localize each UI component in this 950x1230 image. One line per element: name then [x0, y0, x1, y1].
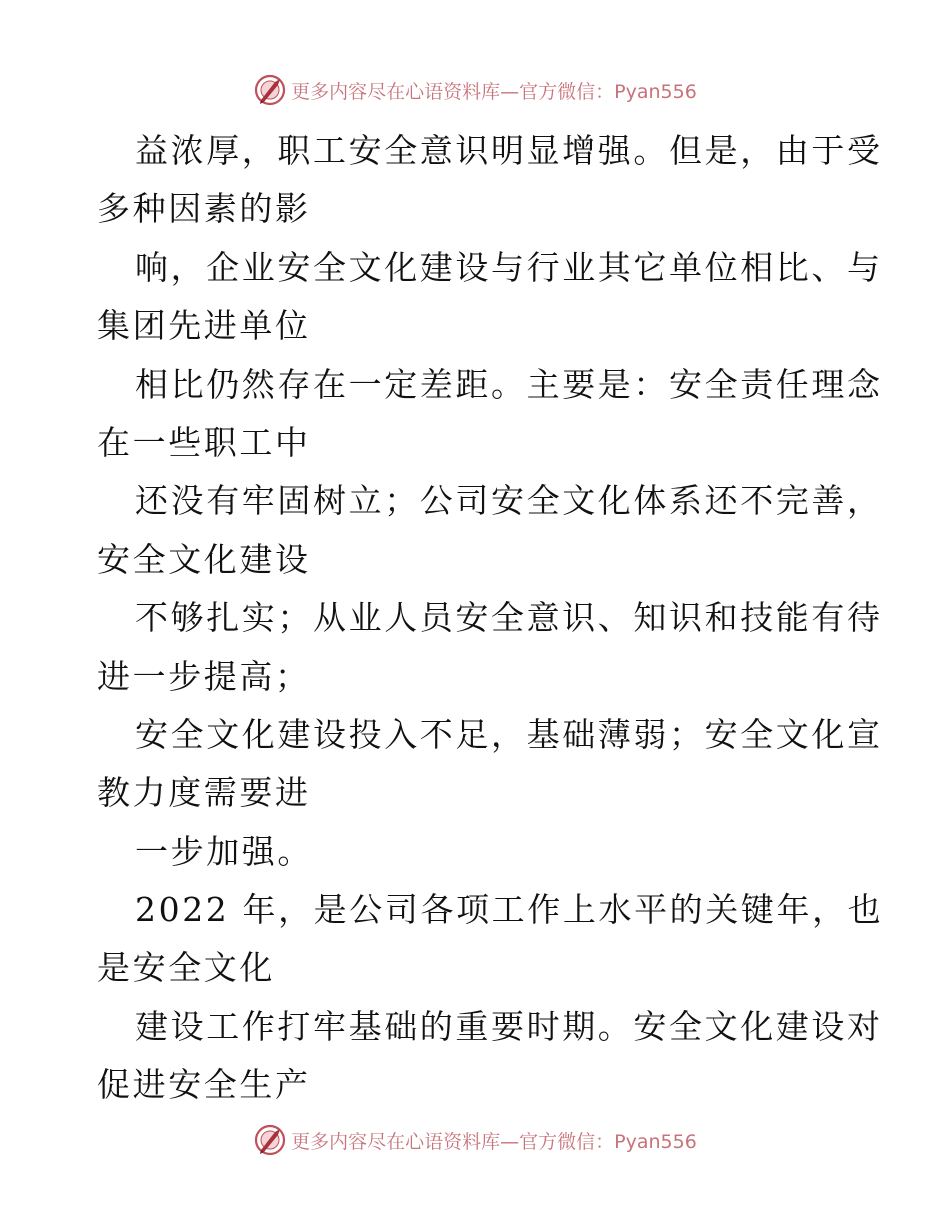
header-watermark	[0, 70, 950, 110]
footer-watermark	[0, 1120, 950, 1160]
text-line: 2022 年，是公司各项工作上水平的关键年，也	[135, 890, 884, 930]
text-line: 安全文化建设	[97, 539, 311, 579]
text-line: 一步加强。	[135, 831, 313, 871]
text-line: 响，企业安全文化建设与行业其它单位相比、与	[135, 247, 883, 287]
text-line: 不够扎实；从业人员安全意识、知识和技能有待	[135, 598, 883, 638]
text-line: 多种因素的影	[97, 189, 311, 229]
text-line: 促进安全生产	[97, 1065, 311, 1105]
watermark-text: 更多内容尽在心语资料库—官方微信：Pyan556	[291, 80, 697, 103]
text-line: 益浓厚，职工安全意识明显增强。但是，由于受	[135, 131, 883, 170]
watermark-text: 更多内容尽在心语资料库—官方微信：Pyan556	[291, 1130, 697, 1153]
text-line: 在一些职工中	[97, 422, 311, 462]
quill-pen-logo-icon	[253, 73, 287, 107]
document-body	[97, 122, 884, 1115]
text-line: 是安全文化	[97, 948, 275, 988]
text-line: 还没有牢固树立；公司安全文化体系还不完善，	[135, 481, 883, 521]
text-line: 建设工作打牢基础的重要时期。安全文化建设对	[135, 1006, 883, 1046]
text-line: 相比仍然存在一定差距。主要是：安全责任理念	[135, 364, 883, 404]
text-line: 教力度需要进	[97, 773, 311, 813]
text-line: 进一步提高；	[97, 656, 311, 696]
quill-pen-logo-icon	[253, 1123, 287, 1157]
text-line: 集团先进单位	[97, 306, 311, 346]
text-line: 安全文化建设投入不足，基础薄弱；安全文化宣	[135, 714, 883, 754]
